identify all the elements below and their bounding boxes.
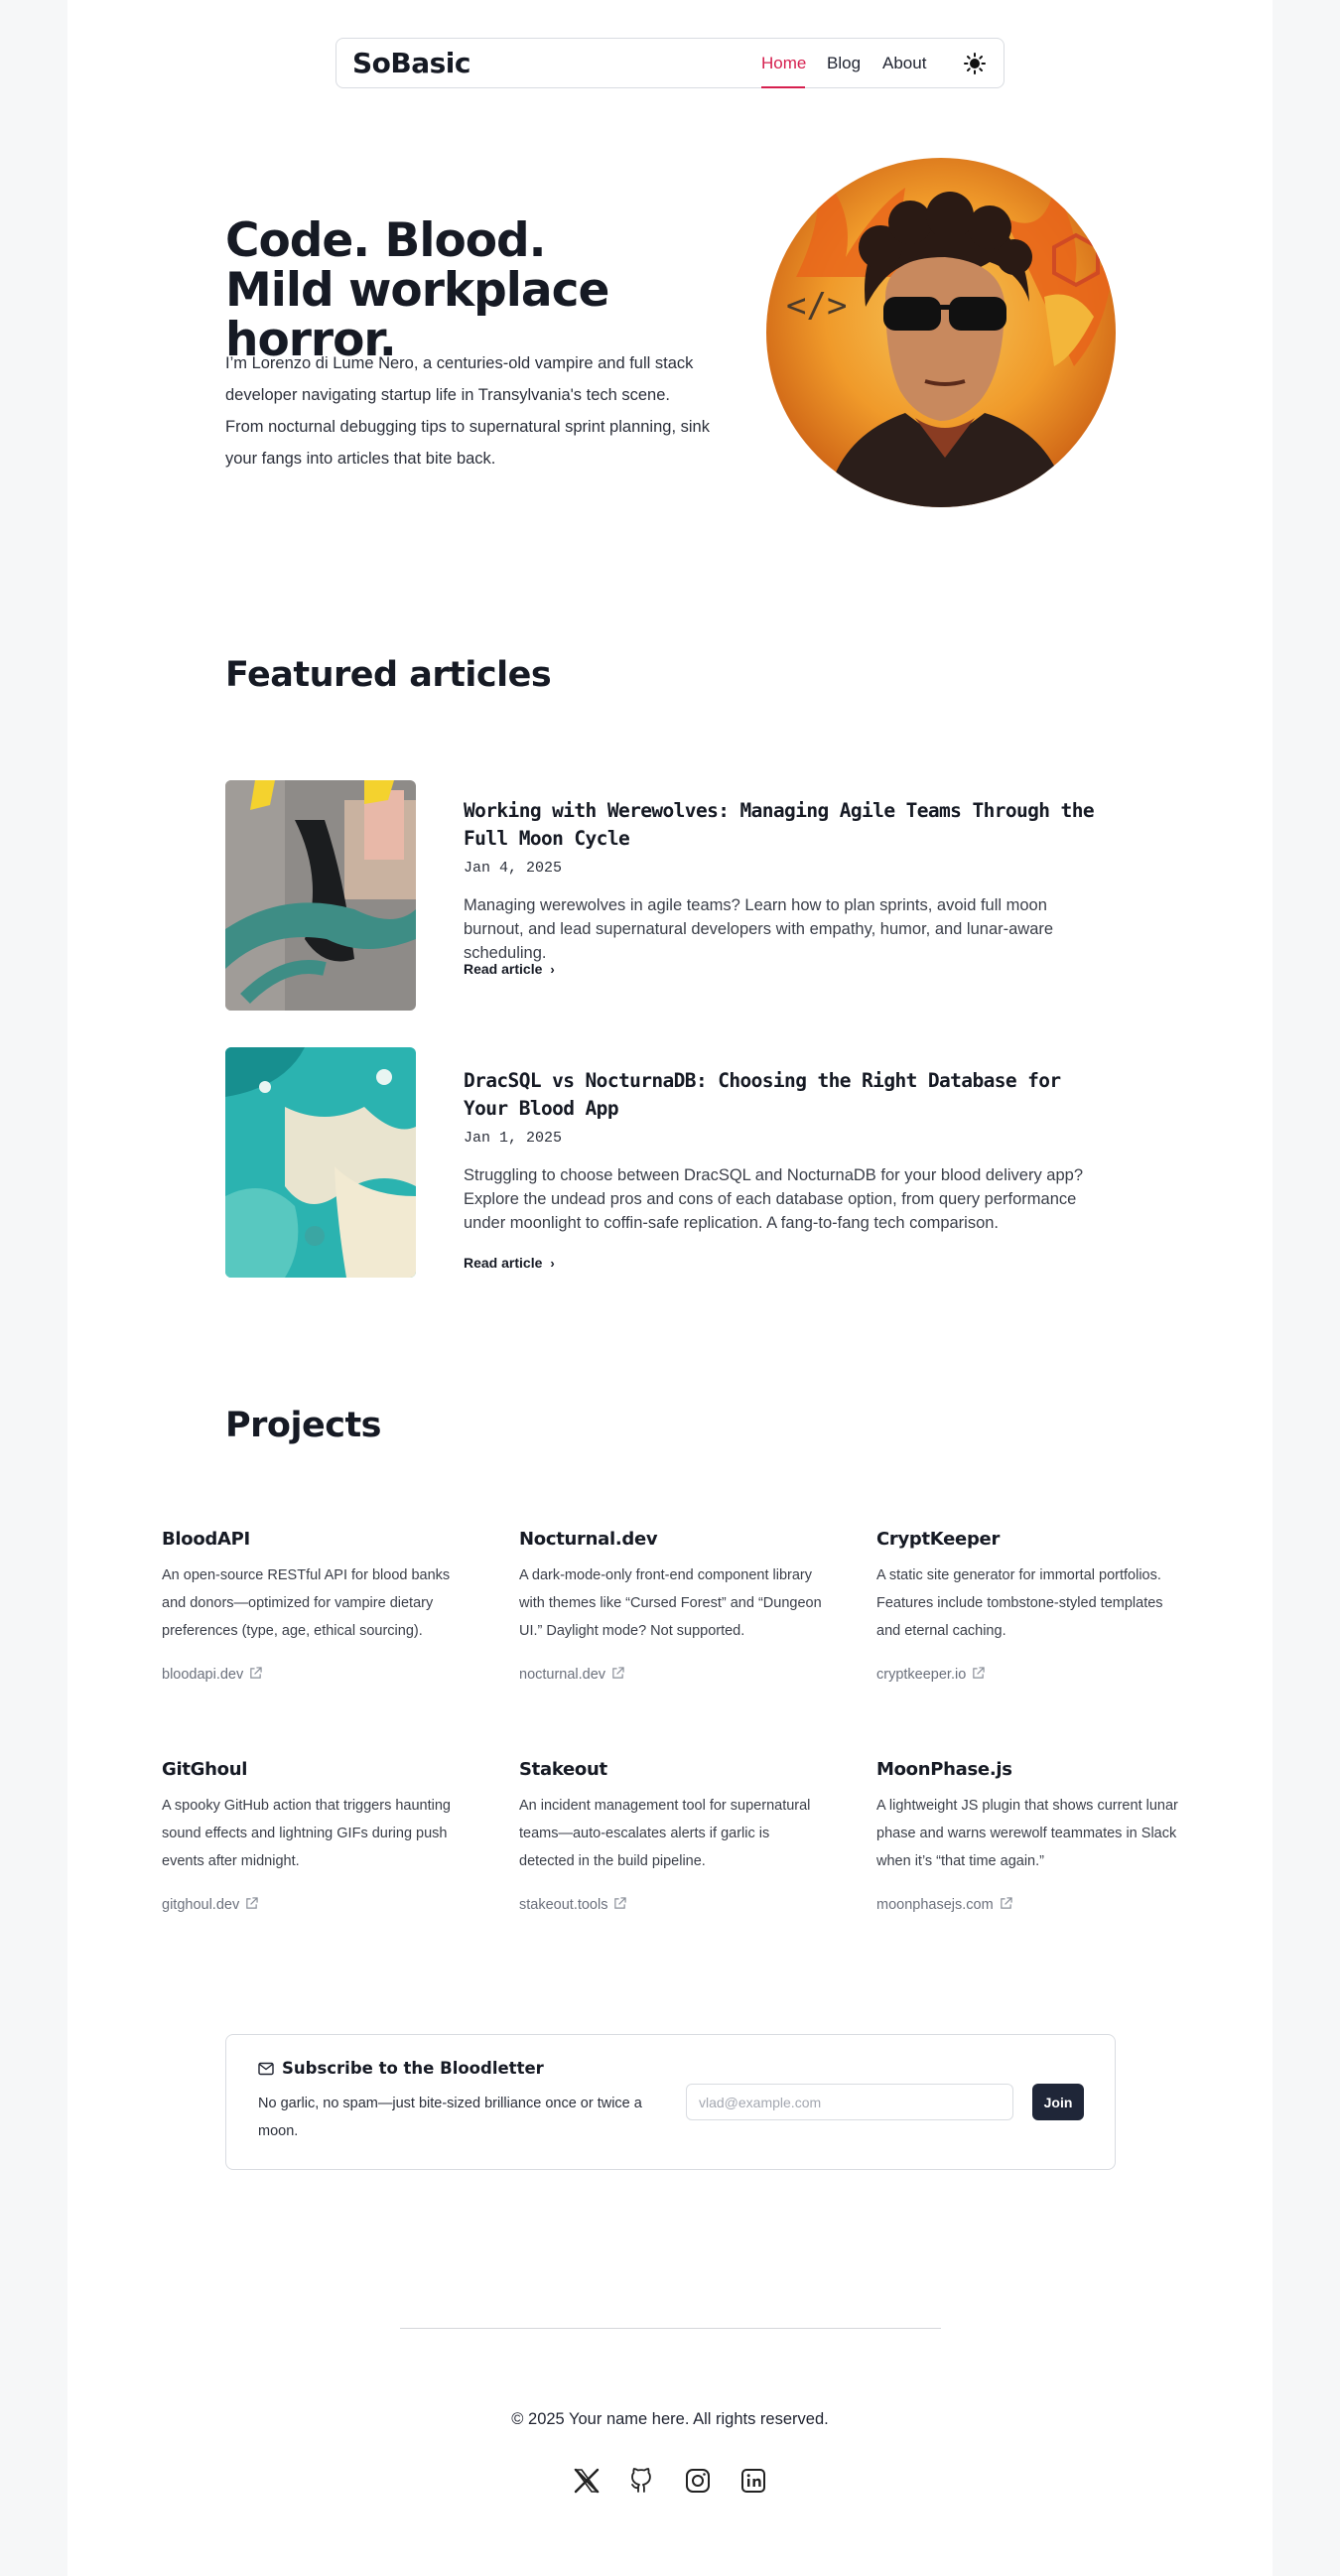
- hero-intro: I’m Lorenzo di Lume Nero, a centuries-old vampire and full stack developer navigating startup life in Transylvania's tech scene. From nocturnal debugging tips to supernatural sprint planning, sink your fangs into articles that bite back.: [225, 354, 710, 468]
- x-icon[interactable]: [572, 2466, 602, 2496]
- email-input[interactable]: [686, 2084, 1013, 2120]
- project-link-label: moonphasejs.com: [876, 1897, 994, 1913]
- read-article-link[interactable]: [464, 961, 555, 977]
- project-name: CryptKeeper: [876, 1529, 1001, 1550]
- article-title[interactable]: DracSQL vs NocturnaDB: Choosing the Right Database for Your Blood App: [464, 1069, 1061, 1120]
- project-link-label: nocturnal.dev: [519, 1667, 606, 1683]
- newsletter-text: No garlic, no spam—just bite-sized brilliance once or twice a moon.: [258, 2096, 642, 2139]
- nav-link-blog[interactable]: Blog: [827, 54, 862, 72]
- project-link[interactable]: [519, 1667, 624, 1683]
- project-name: Nocturnal.dev: [519, 1529, 658, 1550]
- project-name: MoonPhase.js: [876, 1759, 1012, 1780]
- project-description: An open-source RESTful API for blood banks and donors—optimized for vampire dietary preferences (type, age, ethical sourcing).: [162, 1567, 451, 1639]
- project-link-label: stakeout.tools: [519, 1897, 608, 1913]
- project-card: [162, 1529, 469, 1645]
- read-article-label: Read article: [464, 961, 543, 977]
- external-link-icon: [972, 1667, 985, 1680]
- article-date: Jan 1, 2025: [464, 1130, 563, 1147]
- article-thumbnail[interactable]: [225, 1047, 416, 1278]
- article-date: Jan 4, 2025: [464, 860, 563, 877]
- chevron-right-icon: ›: [550, 962, 555, 977]
- article-summary: Struggling to choose between DracSQL and NocturnaDB for your blood delivery app? Explore the undead pros and cons of each database option, from query performance under moonlight to coffin-safe replication. A fang-to-fang tech comparison.: [464, 1166, 1084, 1232]
- featured-heading: Featured articles: [225, 655, 552, 695]
- github-icon[interactable]: [627, 2466, 657, 2496]
- mail-icon: [258, 2062, 274, 2076]
- external-link-icon: [611, 1667, 624, 1680]
- project-link[interactable]: [519, 1897, 626, 1913]
- project-description: A lightweight JS plugin that shows current lunar phase and warns werewolf teammates in Slack when it’s “that time again.”: [876, 1798, 1178, 1869]
- newsletter-box: [225, 2034, 1116, 2170]
- copyright-text: © 2025 Your name here. All rights reserved.: [511, 2410, 829, 2428]
- project-card: [519, 1759, 827, 1875]
- site-logo[interactable]: SoBasic: [352, 47, 470, 79]
- footer-divider: [400, 2328, 941, 2329]
- external-link-icon: [613, 1897, 626, 1910]
- svg-text:</>: </>: [786, 286, 848, 326]
- project-description: An incident management tool for supernatural teams—auto-escalates alerts if garlic is detected in the build pipeline.: [519, 1798, 811, 1869]
- project-link[interactable]: [876, 1897, 1012, 1913]
- theme-toggle-button[interactable]: [960, 49, 990, 78]
- chevron-right-icon: ›: [550, 1256, 555, 1271]
- project-description: A static site generator for immortal portfolios. Features include tombstone-styled templates and eternal caching.: [876, 1567, 1163, 1639]
- project-description: A spooky GitHub action that triggers haunting sound effects and lightning GIFs during push events after midnight.: [162, 1798, 451, 1869]
- project-name: Stakeout: [519, 1759, 607, 1780]
- project-link-label: bloodapi.dev: [162, 1667, 244, 1683]
- read-article-label: Read article: [464, 1255, 543, 1271]
- projects-heading: Projects: [225, 1406, 382, 1445]
- article-title[interactable]: Working with Werewolves: Managing Agile Teams Through the Full Moon Cycle: [464, 799, 1094, 850]
- project-description: A dark-mode-only front-end component library with themes like “Cursed Forest” and “Dungeon UI.” Daylight mode? Not supported.: [519, 1567, 822, 1639]
- top-navigation: [335, 38, 1005, 88]
- external-link-icon: [249, 1667, 262, 1680]
- project-name: BloodAPI: [162, 1529, 250, 1550]
- project-card: [519, 1529, 827, 1645]
- project-link-label: gitghoul.dev: [162, 1897, 240, 1913]
- project-card: [162, 1759, 469, 1875]
- hero-title: Code. Blood. Mild workplace horror.: [225, 213, 609, 367]
- project-link[interactable]: [876, 1667, 985, 1683]
- linkedin-icon[interactable]: [738, 2466, 768, 2496]
- project-name: GitGhoul: [162, 1759, 248, 1780]
- external-link-icon: [1000, 1897, 1012, 1910]
- nav-link-about[interactable]: About: [882, 54, 927, 72]
- project-link[interactable]: [162, 1897, 258, 1913]
- read-article-link[interactable]: [464, 1255, 555, 1271]
- newsletter-title: Subscribe to the Bloodletter: [282, 2059, 544, 2078]
- nav-link-home[interactable]: Home: [761, 54, 807, 72]
- join-button[interactable]: Join: [1032, 2084, 1084, 2120]
- external-link-icon: [245, 1897, 258, 1910]
- portrait-image: [766, 158, 1116, 507]
- article-thumbnail[interactable]: [225, 780, 416, 1011]
- project-link[interactable]: [162, 1667, 262, 1683]
- project-card: [876, 1529, 1184, 1645]
- project-card: [876, 1759, 1184, 1875]
- instagram-icon[interactable]: [683, 2466, 713, 2496]
- article-summary: Managing werewolves in agile teams? Learn how to plan sprints, avoid full moon burnout, and lead supernatural developers with empathy, humor, and lunar-aware scheduling.: [464, 896, 1054, 962]
- active-nav-indicator: [761, 86, 805, 88]
- project-link-label: cryptkeeper.io: [876, 1667, 967, 1683]
- sun-icon: [960, 49, 990, 78]
